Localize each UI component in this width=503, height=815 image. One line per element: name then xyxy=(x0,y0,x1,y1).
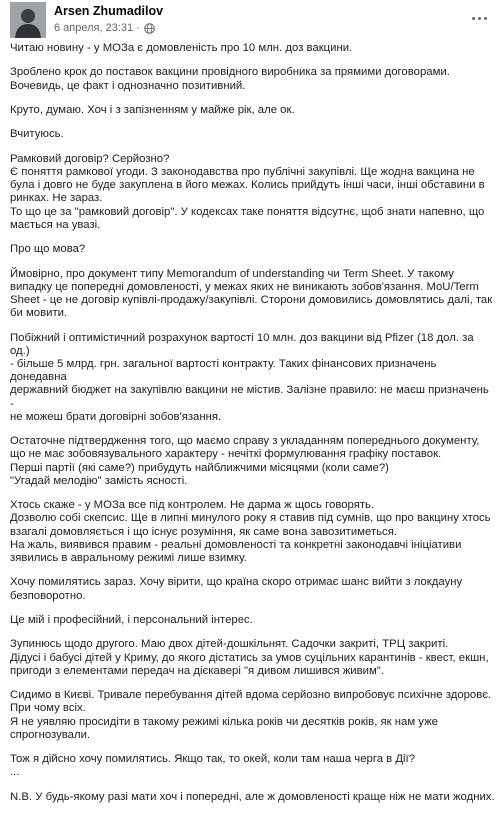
globe-icon[interactable] xyxy=(144,23,155,34)
post-paragraph: Сидимо в Києві. Тривале перебування дітей вдома серйозно випробовує психічне здоровє. При чому всіх. Я не уявляю просидіти в такому режимі кілька років чи десятків років, як нам уже спрогнозували. xyxy=(10,689,492,741)
post-paragraph: Хочу помилятись зараз. Хочу вірити, що країна скоро отримає шанс вийти з локдауну безповоротно. xyxy=(10,576,463,602)
post-paragraph: Круто, думаю. Хоч і з запізненням у майже рік, але ок. xyxy=(10,103,295,116)
post-paragraph: Про що мова? xyxy=(10,243,86,256)
post-paragraph: Читаю новину - у МОЗа є домовленість про 10 млн. доз вакцини. xyxy=(10,42,353,54)
post-paragraph: N.B. У будь-якому разі мати хоч і попередні, але ж домовленості краще ніж не мати жодних. xyxy=(10,790,495,803)
post-paragraph: Рамковий договір? Серйозно? Є поняття рамкової угоди. З законодавства про публічні закупівлі. Ще жодна вакцина не була і довго не буде закуплена в його межах. Колись прийдуть інші часи, інші обставини в ринках. Не зараз. То що це за "рамковий договір". У кодексах таке поняття відсутнє, щоб знати напевно, що мається на увазі. xyxy=(10,152,485,231)
post-paragraph: Тож я дійсно хочу помилятись. Якщо так, то окей, коли там наша черга в Дії? ... xyxy=(10,753,416,779)
more-options-icon[interactable] xyxy=(467,8,491,28)
avatar[interactable] xyxy=(10,2,46,38)
post-timestamp[interactable]: 6 апреля, 23:31 xyxy=(54,22,134,34)
post-paragraph: Зупинюсь щодо другого. Маю двох дітей-дошкільнят. Садочки закриті, ТРЦ закриті. Дідусі і бабусі дітей у Криму, до якого дістатись за умов суцільних карантинів - квест, екшн, пригоди з елементами передач на дієкавері "я дивом лишився живим". xyxy=(10,638,489,677)
avatar-photo xyxy=(10,2,46,38)
meta-separator: · xyxy=(136,22,140,34)
post-paragraph: Хтось скаже - у МОЗа все під контролем. Не дарма ж щось говорять. Дозволю собі скепсис. Ще в липні минулого року я ставив під сумнів, що про вакцину хтось взагалі домовляється і що існує розуміння, як саме вона завозитиметься. На жаль, виявився правим - реальні домовленості та конкретні законодавчі ініціативи зявились в авральному режимі лише взимку. xyxy=(10,499,491,564)
post-paragraph: Побіжний і оптимістичний розрахунок вартості 10 млн. доз вакцини від Pfizer (18 дол. за од.) - більше 5 млрд. грн. загальної вартості контракту. Таких фінансових призначень донедавна державний бюджет на закупівлю вакцини не містив. Залізне правило: не маєш призначень - не можеш брати договірні зобов'язання. xyxy=(10,331,489,423)
post-paragraph: Ймовірно, про документ типу Memorandum of understanding чи Term Sheet. У такому випадку це попередні домовленості, у межах яких не виникають зобов'язання. MoU/Term Sheet - це не договір купівлі-продажу/закупівлі. Сторони домовились домовлятись далі, так би мовити. xyxy=(10,267,493,320)
more-dot xyxy=(484,17,487,20)
post-paragraph: Остаточне підтвердження того, що маємо справу з укладанням попереднього документу, що не має зобовязувального характеру - нечіткі формулювання графіку поставок. Перші партії (які саме?) прибудуть найближчими місяцями (коли саме?) "Угадай мелодію" замість ясності. xyxy=(10,435,480,487)
post-paragraph: Вчитуюсь. xyxy=(10,128,64,141)
post-header xyxy=(10,2,493,42)
author-name[interactable]: Arsen Zhumadilov xyxy=(54,4,164,18)
more-dot xyxy=(478,17,481,20)
post-paragraph: Зроблено крок до поставок вакцини провідного виробника за прямими договорами. Вочевидь, це факт і однозначно позитивний. xyxy=(10,66,450,92)
more-dot xyxy=(472,17,475,20)
post-paragraph: Це мій і професійний, і персональний інтерес. xyxy=(10,613,253,626)
post-meta xyxy=(54,22,155,34)
post-body xyxy=(10,42,495,815)
